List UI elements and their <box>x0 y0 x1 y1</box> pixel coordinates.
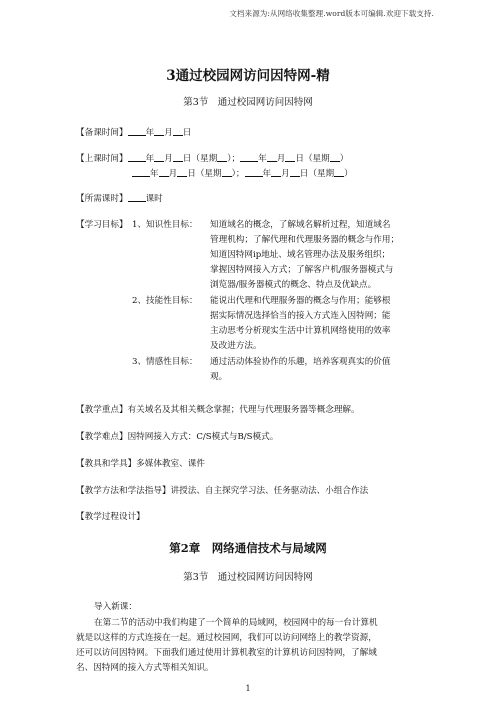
goal-1-line-2: 管理机构；了解代理和代理服务器的概念与作用； <box>210 235 400 245</box>
day-blank[interactable] <box>290 167 300 177</box>
weekday-open: （星期 <box>308 169 335 179</box>
year-text: 年 <box>262 169 272 179</box>
section-heading: 第3节 通过校园网访问因特网 <box>183 97 313 108</box>
month-text: 月 <box>276 154 286 164</box>
hours-row <box>76 192 163 204</box>
weekday-blank[interactable] <box>330 152 340 162</box>
weekday-close: ） <box>231 169 236 179</box>
weekday-open: （星期 <box>303 154 330 164</box>
day-text: 日 <box>182 154 192 164</box>
year-text: 年 <box>145 154 155 164</box>
year-text: 年 <box>145 128 155 138</box>
goal-1-line-3: 知道因特网ip地址、域名管理办法及服务组织； <box>210 250 391 260</box>
separator: ； <box>231 154 241 164</box>
goal-2-prefix: 2、技能性目标： <box>132 296 198 306</box>
goal-1-line-1: 知道域名的概念，了解域名解析过程，知道域名 <box>210 220 391 230</box>
month-text: 月 <box>281 169 290 179</box>
day-text: 日 <box>187 169 196 179</box>
weekday-close: ） <box>344 169 353 179</box>
difficulties: 【教学难点】因特网接入方式：C/S模式与B/S模式。 <box>76 432 279 442</box>
intro-line-4: 名、因特网的接入方式等相关知识。 <box>76 663 214 673</box>
weekday-open: （星期 <box>191 154 218 164</box>
weekday-blank[interactable] <box>217 152 227 162</box>
day-blank[interactable] <box>285 152 295 162</box>
month-blank[interactable] <box>154 152 164 162</box>
goal-1-line-4: 掌握因特网接入方式；了解客户机/服务器模式与 <box>210 265 394 275</box>
separator: ； <box>235 169 245 179</box>
goals-label: 【学习目标】 <box>76 220 128 230</box>
class-time-row-2 <box>132 167 353 179</box>
month-blank[interactable] <box>267 152 277 162</box>
class-time-row-1 <box>76 152 348 164</box>
month-text: 月 <box>164 154 173 164</box>
methods: 【教学方法和学法指导】讲授法、自主探究学习法、任务驱动法、小组合作法 <box>76 486 369 496</box>
intro-line-3: 还可以访问因特网。下面我们通过使用计算机教室的计算机访问因特网，了解域 <box>76 648 377 658</box>
prep-time-label: 【备课时间】 <box>76 128 128 138</box>
goal-1-prefix: 1、知识性目标： <box>132 220 198 230</box>
goal-2-line-1: 能说出代理和代理服务器的概念与作用；能够根 <box>210 296 391 306</box>
tools: 【教具和学具】多媒体教室、课件 <box>76 459 205 469</box>
intro-line-2: 就是以这样的方式连接在一起。通过校园网，我们可以访问网络上的教学资源， <box>76 633 377 643</box>
year-blank[interactable] <box>245 167 263 177</box>
intro-line-1: 在第二节的活动中我们构建了一个简单的局域网，校园网中的每一台计算机 <box>94 618 378 628</box>
goal-3-line-2: 观。 <box>210 372 228 382</box>
year-blank[interactable] <box>240 152 258 162</box>
year-blank[interactable] <box>128 152 146 162</box>
month-blank[interactable] <box>159 167 169 177</box>
key-points: 【教学重点】有关域名及其相关概念掌握；代理与代理服务器等概念理解。 <box>76 405 360 415</box>
year-blank[interactable] <box>128 126 146 136</box>
day-blank[interactable] <box>173 126 183 136</box>
goal-2-line-4: 及改进方法。 <box>210 341 262 351</box>
month-blank[interactable] <box>154 126 164 136</box>
header-note: 文档来源为:从网络收集整理.word版本可编辑.欢迎下载支持. <box>229 9 434 18</box>
goal-2-line-2: 据实际情况选择恰当的接入方式连入因特网；能 <box>210 311 391 321</box>
month-text: 月 <box>168 169 178 179</box>
month-blank[interactable] <box>271 167 281 177</box>
year-text: 年 <box>258 154 267 164</box>
prep-time-row <box>76 126 191 138</box>
weekday-close: ） <box>339 154 349 164</box>
month-text: 月 <box>164 128 173 138</box>
intro-label: 导入新课： <box>94 602 137 612</box>
day-blank[interactable] <box>173 152 183 162</box>
year-text: 年 <box>150 169 159 179</box>
hours-label: 【所需课时】 <box>76 194 128 204</box>
section-heading-2: 第3节 通过校园网访问因特网 <box>183 572 313 583</box>
weekday-blank[interactable] <box>334 167 344 177</box>
weekday-close: ） <box>227 154 232 164</box>
document-title: 3通过校园网访问因特网-精 <box>166 68 330 84</box>
weekday-open: （星期 <box>195 169 222 179</box>
chapter-title: 第2章 网络通信技术与局域网 <box>169 541 327 555</box>
page-number: 1 <box>245 684 251 693</box>
hours-unit: 课时 <box>145 194 163 204</box>
day-text: 日 <box>299 169 309 179</box>
class-time-label: 【上课时间】 <box>76 154 128 164</box>
hours-blank[interactable] <box>128 192 146 202</box>
process: 【教学过程设计】 <box>76 512 145 522</box>
goal-2-line-3: 主动思考分析现实生活中计算机网络使用的效率 <box>210 326 391 336</box>
day-text: 日 <box>295 154 304 164</box>
goal-1-line-5: 浏览器/服务器模式的概念、特点及优缺点。 <box>210 280 377 290</box>
day-text: 日 <box>182 128 192 138</box>
year-blank[interactable] <box>132 167 150 177</box>
goal-3-prefix: 3、情感性目标： <box>132 357 198 367</box>
goal-3-line-1: 通过活动体验协作的乐趣，培养客观真实的价值 <box>210 357 391 367</box>
day-blank[interactable] <box>177 167 187 177</box>
weekday-blank[interactable] <box>222 167 232 177</box>
